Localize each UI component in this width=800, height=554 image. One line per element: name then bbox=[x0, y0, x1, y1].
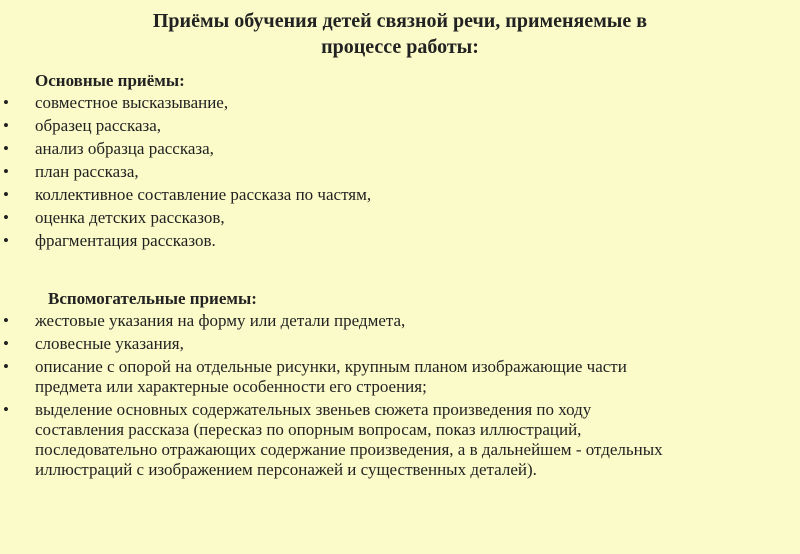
auxiliary-techniques-heading: Вспомогательные приемы: bbox=[48, 289, 257, 308]
list-item-text: составления рассказа (пересказ по опорным вопросам, показ иллюстраций, bbox=[35, 420, 582, 439]
list-item-text: фрагментация рассказов. bbox=[35, 231, 216, 250]
bullet-icon: • bbox=[3, 400, 9, 419]
list-item-text: выделение основных содержательных звеньев сюжета произведения по ходу bbox=[35, 400, 592, 419]
main-techniques-heading: Основные приёмы: bbox=[35, 71, 185, 90]
list-item-text: коллективное составление рассказа по частям, bbox=[35, 185, 372, 204]
slide-title-line-2: процессе работы: bbox=[321, 36, 479, 58]
list-item-text: план рассказа, bbox=[35, 162, 139, 181]
bullet-icon: • bbox=[3, 139, 9, 158]
bullet-icon: • bbox=[3, 93, 9, 112]
list-item bbox=[0, 231, 800, 251]
list-item bbox=[0, 139, 800, 159]
list-item bbox=[0, 93, 800, 113]
list-item-text: жестовые указания на форму или детали предмета, bbox=[35, 311, 406, 330]
bullet-icon: • bbox=[3, 231, 9, 250]
list-item-text: описание с опорой на отдельные рисунки, крупным планом изображающие части bbox=[35, 357, 627, 376]
list-item bbox=[0, 208, 800, 228]
bullet-icon: • bbox=[3, 311, 9, 330]
main-techniques-section bbox=[0, 70, 800, 254]
list-item-text: анализ образца рассказа, bbox=[35, 139, 214, 158]
main-techniques-list bbox=[0, 93, 800, 251]
list-item-text: иллюстраций с изображением персонажей и существенных деталей). bbox=[35, 460, 537, 479]
list-item bbox=[0, 185, 800, 205]
bullet-icon: • bbox=[3, 185, 9, 204]
list-item bbox=[0, 162, 800, 182]
auxiliary-techniques-section bbox=[0, 288, 800, 483]
bullet-icon: • bbox=[3, 334, 9, 353]
list-item-text: предмета или характерные особенности его строения; bbox=[35, 377, 427, 396]
list-item bbox=[0, 116, 800, 136]
list-item bbox=[0, 400, 800, 480]
bullet-icon: • bbox=[3, 116, 9, 135]
list-item bbox=[0, 357, 800, 397]
list-item-text: совместное высказывание, bbox=[35, 93, 229, 112]
list-item-text: оценка детских рассказов, bbox=[35, 208, 225, 227]
slide-title bbox=[0, 8, 800, 60]
list-item-text: последовательно отражающих содержание произведения, а в дальнейшем - отдельных bbox=[35, 440, 663, 459]
list-item bbox=[0, 334, 800, 354]
list-item-text: образец рассказа, bbox=[35, 116, 161, 135]
bullet-icon: • bbox=[3, 357, 9, 376]
list-item-text: словесные указания, bbox=[35, 334, 184, 353]
slide-title-line-1: Приёмы обучения детей связной речи, применяемые в bbox=[152, 10, 648, 32]
auxiliary-techniques-list bbox=[0, 311, 800, 480]
list-item bbox=[0, 311, 800, 331]
bullet-icon: • bbox=[3, 162, 9, 181]
bullet-icon: • bbox=[3, 208, 9, 227]
